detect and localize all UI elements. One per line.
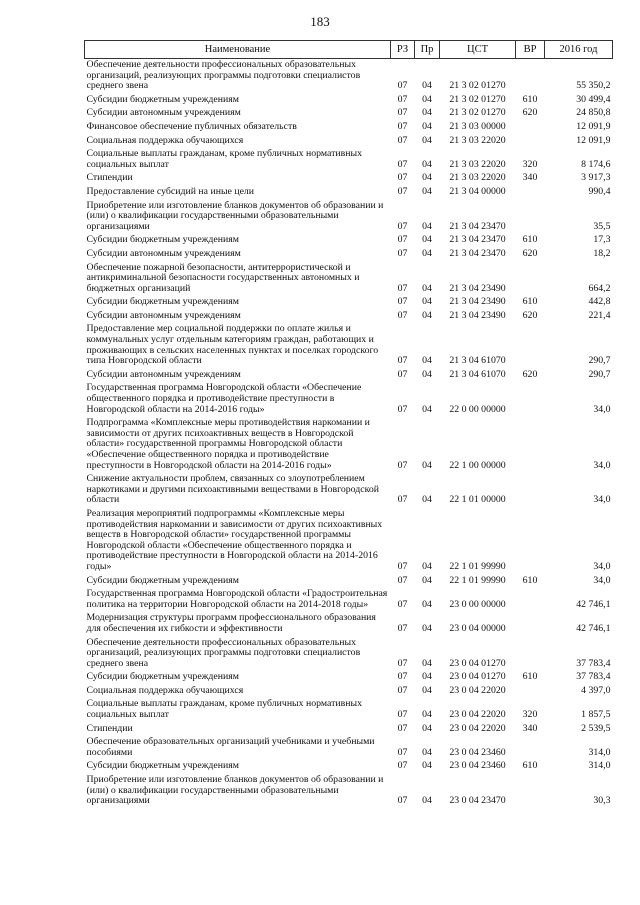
- header-2016: 2016 год: [545, 41, 613, 59]
- row-pr: 04: [422, 282, 432, 294]
- row-vr: [516, 262, 545, 297]
- table-row: [85, 612, 613, 636]
- row-rz: 07: [397, 107, 408, 119]
- row-vr: 620: [522, 368, 538, 380]
- row-vr: 340: [522, 722, 538, 734]
- table-row: [85, 774, 613, 809]
- row-amount: 8 174,6: [581, 158, 611, 170]
- row-amount: 12 091,9: [576, 134, 611, 146]
- row-vr: 610: [522, 760, 538, 772]
- row-cst: 21 3 03 22020: [449, 134, 506, 146]
- table-row: [85, 637, 613, 672]
- row-amount: 34,0: [593, 459, 611, 471]
- row-rz: 07: [397, 657, 408, 669]
- row-name: Субсидии бюджетным учреждениям: [86, 93, 239, 105]
- row-pr: 04: [422, 574, 432, 586]
- table-row: [85, 588, 613, 612]
- row-vr: 610: [522, 93, 538, 105]
- row-rz: 07: [397, 309, 408, 321]
- row-vr: 620: [522, 309, 538, 321]
- row-vr: [516, 736, 545, 760]
- row-cst: 23 0 04 23460: [449, 760, 506, 772]
- row-amount: 34,0: [593, 560, 611, 572]
- row-cst: 22 0 00 00000: [449, 403, 506, 415]
- row-name: Обеспечение образовательных организаций учебниками и учебными пособиями: [86, 736, 375, 758]
- row-pr: 04: [422, 120, 432, 132]
- row-name: Приобретение или изготовление бланков документов об образовании и (или) о квалификации государственными образовательными организациями: [86, 199, 384, 232]
- row-pr: 04: [422, 560, 432, 572]
- row-amount: 34,0: [593, 494, 611, 506]
- row-amount: 990,4: [588, 185, 611, 197]
- row-amount: 17,3: [593, 234, 611, 246]
- row-amount: 4 397,0: [581, 684, 611, 696]
- table-row: [85, 473, 613, 508]
- row-amount: 314,0: [588, 760, 611, 772]
- table-header: [85, 41, 613, 59]
- row-pr: 04: [422, 722, 432, 734]
- row-rz: 07: [397, 158, 408, 170]
- row-amount: 290,7: [588, 368, 611, 380]
- row-name: Обеспечение деятельности профессиональных образовательных организаций, реализующих программы подготовки специалистов среднего звена: [86, 636, 361, 669]
- row-pr: 04: [422, 80, 432, 92]
- row-name: Социальная поддержка обучающихся: [86, 134, 244, 146]
- row-name: Социальные выплаты гражданам, кроме публичных нормативных социальных выплат: [86, 148, 362, 170]
- row-rz: 07: [397, 671, 408, 683]
- table-row: [85, 262, 613, 297]
- row-amount: 34,0: [593, 403, 611, 415]
- row-name: Социальные выплаты гражданам, кроме публичных нормативных социальных выплат: [86, 698, 362, 721]
- table-row: [85, 310, 613, 324]
- row-cst: 21 3 02 01270: [449, 107, 506, 119]
- table-row: [85, 575, 613, 589]
- row-name: Стипендии: [86, 172, 133, 184]
- table-row: [85, 508, 613, 575]
- row-vr: 610: [522, 234, 538, 246]
- row-rz: 07: [397, 368, 408, 380]
- table-body: [85, 59, 613, 809]
- row-name: Стипендии: [86, 722, 133, 734]
- row-amount: 42 746,1: [576, 598, 611, 610]
- row-cst: 23 0 04 22020: [449, 722, 506, 734]
- row-name: Субсидии бюджетным учреждениям: [86, 574, 239, 586]
- row-amount: 314,0: [588, 746, 611, 758]
- row-vr: 620: [522, 107, 538, 119]
- page-number: 183: [310, 14, 330, 29]
- row-name: Социальная поддержка обучающихся: [86, 684, 244, 696]
- row-cst: 22 1 01 99990: [449, 574, 506, 586]
- table-row: [85, 382, 613, 417]
- row-pr: 04: [422, 247, 432, 259]
- row-pr: 04: [422, 671, 432, 683]
- row-vr: [516, 612, 545, 636]
- row-name: Предоставление субсидий на иные цели: [86, 185, 255, 197]
- row-rz: 07: [397, 403, 408, 415]
- row-amount: 30 499,4: [576, 93, 611, 105]
- row-cst: 22 1 01 00000: [449, 494, 506, 506]
- row-vr: 320: [522, 158, 538, 170]
- row-vr: [516, 774, 545, 809]
- row-rz: 07: [397, 722, 408, 734]
- row-rz: 07: [397, 185, 408, 197]
- row-rz: 07: [397, 355, 408, 367]
- row-pr: 04: [422, 709, 432, 721]
- row-amount: 55 350,2: [576, 80, 611, 92]
- row-pr: 04: [422, 309, 432, 321]
- row-name: Подпрограмма «Комплексные меры противодействия наркомании и зависимости от других психоактивных веществ в Новгородской области» государственной программы Новгородской области «Обеспечение общественного порядка и противодействие преступности в Новгородской области на 2014-2016 годы»: [86, 417, 370, 471]
- table-row: [85, 323, 613, 368]
- row-cst: 21 3 04 61070: [449, 368, 506, 380]
- row-name: Предоставление мер социальной поддержки по оплате жилья и коммунальных услуг отдельным категориям граждан, работающих и проживающих в сельских населенных пунктах и поселках городского типа Новгородской области: [86, 323, 379, 367]
- row-pr: 04: [422, 657, 432, 669]
- header-vr: ВР: [516, 41, 545, 59]
- row-cst: 21 3 04 23490: [449, 282, 506, 294]
- header-pr: Пр: [415, 41, 440, 59]
- row-vr: [516, 637, 545, 672]
- row-rz: 07: [397, 120, 408, 132]
- row-pr: 04: [422, 185, 432, 197]
- row-cst: 23 0 04 01270: [449, 671, 506, 683]
- row-pr: 04: [422, 622, 432, 634]
- row-rz: 07: [397, 709, 408, 721]
- table-row: [85, 107, 613, 121]
- row-rz: 07: [397, 296, 408, 308]
- row-name: Субсидии автономным учреждениям: [86, 309, 241, 321]
- row-rz: 07: [397, 282, 408, 294]
- header-cst: ЦСТ: [440, 41, 516, 59]
- table-row: [85, 186, 613, 200]
- row-cst: 21 3 03 22020: [449, 172, 506, 184]
- row-pr: 04: [422, 746, 432, 758]
- row-pr: 04: [422, 134, 432, 146]
- row-cst: 23 0 00 00000: [449, 598, 506, 610]
- row-cst: 21 3 04 23470: [449, 234, 506, 246]
- table-row: [85, 148, 613, 172]
- table-row: [85, 135, 613, 149]
- row-pr: 04: [422, 172, 432, 184]
- row-cst: 21 3 04 23490: [449, 296, 506, 308]
- row-vr: [516, 323, 545, 368]
- row-pr: 04: [422, 296, 432, 308]
- table-row: [85, 671, 613, 685]
- header-name: Наименование: [85, 41, 391, 59]
- row-name: Реализация мероприятий подпрограммы «Комплексные меры противодействия наркомании и зависимости от других психоактивных веществ в Новгородской области» государственной программы Новгородской области «Обеспечение общественного порядка и противодействие преступности в Новгородской области на 2014-2016 годы»: [86, 507, 383, 572]
- row-amount: 35,5: [593, 220, 611, 232]
- row-name: Обеспечение деятельности профессиональных образовательных организаций, реализующих программы подготовки специалистов среднего звена: [86, 59, 361, 92]
- table-row: [85, 369, 613, 383]
- row-pr: 04: [422, 760, 432, 772]
- row-rz: 07: [397, 494, 408, 506]
- row-vr: 320: [522, 709, 538, 721]
- row-cst: 21 3 04 23470: [449, 220, 506, 232]
- row-rz: 07: [397, 80, 408, 92]
- row-amount: 2 539,5: [581, 722, 611, 734]
- row-cst: 23 0 04 01270: [449, 657, 506, 669]
- row-rz: 07: [397, 598, 408, 610]
- row-amount: 37 783,4: [576, 671, 611, 683]
- row-pr: 04: [422, 158, 432, 170]
- row-name: Субсидии автономным учреждениям: [86, 368, 241, 380]
- row-cst: 23 0 04 23460: [449, 746, 506, 758]
- table-row: [85, 723, 613, 737]
- row-rz: 07: [397, 172, 408, 184]
- row-vr: 620: [522, 247, 538, 259]
- row-name: Субсидии автономным учреждениям: [86, 107, 241, 119]
- row-name: Субсидии автономным учреждениям: [86, 247, 241, 259]
- row-amount: 442,8: [588, 296, 611, 308]
- row-vr: [516, 186, 545, 200]
- row-pr: 04: [422, 355, 432, 367]
- row-rz: 07: [397, 574, 408, 586]
- row-cst: 23 0 04 22020: [449, 684, 506, 696]
- table-row: [85, 121, 613, 135]
- row-rz: 07: [397, 622, 408, 634]
- row-cst: 21 3 04 23490: [449, 309, 506, 321]
- header-rz: РЗ: [391, 41, 415, 59]
- row-cst: 21 3 04 61070: [449, 355, 506, 367]
- row-name: Модернизация структуры программ профессионального образования для обеспечения их гибкости и эффективности: [86, 612, 376, 634]
- row-vr: [516, 417, 545, 473]
- row-pr: 04: [422, 234, 432, 246]
- row-vr: 340: [522, 172, 538, 184]
- row-rz: 07: [397, 247, 408, 259]
- row-cst: 21 3 04 23470: [449, 247, 506, 259]
- row-amount: 12 091,9: [576, 120, 611, 132]
- row-cst: 23 0 04 23470: [449, 795, 506, 807]
- table-row: [85, 760, 613, 774]
- row-cst: 21 3 03 00000: [449, 120, 506, 132]
- row-pr: 04: [422, 459, 432, 471]
- row-pr: 04: [422, 220, 432, 232]
- row-name: Приобретение или изготовление бланков документов об образовании и (или) о квалификации государственными образовательными организациями: [86, 774, 384, 807]
- row-vr: [516, 382, 545, 417]
- row-rz: 07: [397, 684, 408, 696]
- row-rz: 07: [397, 746, 408, 758]
- row-pr: 04: [422, 368, 432, 380]
- row-amount: 24 850,8: [576, 107, 611, 119]
- row-pr: 04: [422, 494, 432, 506]
- row-rz: 07: [397, 795, 408, 807]
- row-name: Субсидии бюджетным учреждениям: [86, 296, 239, 308]
- row-rz: 07: [397, 93, 408, 105]
- row-pr: 04: [422, 795, 432, 807]
- row-name: Обеспечение пожарной безопасности, антитеррористической и антикриминальной безопасности государственных автономных и бюджетных организаций: [86, 261, 360, 294]
- row-vr: [516, 200, 545, 235]
- row-rz: 07: [397, 220, 408, 232]
- row-amount: 664,2: [588, 282, 611, 294]
- row-pr: 04: [422, 107, 432, 119]
- row-amount: 290,7: [588, 355, 611, 367]
- row-amount: 34,0: [593, 574, 611, 586]
- row-vr: [516, 135, 545, 149]
- row-vr: [516, 588, 545, 612]
- row-vr: 610: [522, 296, 538, 308]
- row-amount: 3 917,3: [581, 172, 611, 184]
- budget-table: [84, 40, 613, 809]
- row-cst: 21 3 03 22020: [449, 158, 506, 170]
- row-name: Субсидии бюджетным учреждениям: [86, 234, 239, 246]
- row-vr: [516, 473, 545, 508]
- row-rz: 07: [397, 234, 408, 246]
- row-rz: 07: [397, 134, 408, 146]
- row-cst: 23 0 04 00000: [449, 622, 506, 634]
- row-name: Субсидии бюджетным учреждениям: [86, 760, 239, 772]
- row-name: Государственная программа Новгородской области «Обеспечение общественного порядка и противодействие преступности в Новгородской области на 2014-2016 годы»: [86, 382, 362, 415]
- row-amount: 1 857,5: [581, 709, 611, 721]
- row-vr: [516, 508, 545, 575]
- row-vr: [516, 685, 545, 699]
- row-name: Государственная программа Новгородской области «Градостроительная политика на территории Новгородской области на 2014-2018 годы»: [86, 588, 388, 610]
- row-amount: 37 783,4: [576, 657, 611, 669]
- row-amount: 30,3: [593, 795, 611, 807]
- row-cst: 21 3 02 01270: [449, 93, 506, 105]
- table-row: [85, 200, 613, 235]
- table-row: [85, 698, 613, 722]
- row-cst: 22 1 00 00000: [449, 459, 506, 471]
- table-row: [85, 685, 613, 699]
- table-row: [85, 59, 613, 94]
- row-amount: 221,4: [588, 309, 611, 321]
- row-vr: 610: [522, 574, 538, 586]
- row-amount: 18,2: [593, 247, 611, 259]
- row-pr: 04: [422, 598, 432, 610]
- row-vr: [516, 121, 545, 135]
- row-cst: 22 1 01 99990: [449, 560, 506, 572]
- row-rz: 07: [397, 459, 408, 471]
- row-cst: 21 3 04 00000: [449, 185, 506, 197]
- row-rz: 07: [397, 760, 408, 772]
- row-name: Снижение актуальности проблем, связанных со злоупотреблением наркотиками и другими психоактивными веществами в Новгородской области: [86, 473, 380, 506]
- row-rz: 07: [397, 560, 408, 572]
- row-name: Финансовое обеспечение публичных обязательств: [86, 120, 297, 132]
- row-cst: 21 3 02 01270: [449, 80, 506, 92]
- table-row: [85, 417, 613, 473]
- row-pr: 04: [422, 403, 432, 415]
- table-row: [85, 234, 613, 248]
- table-row: [85, 248, 613, 262]
- row-vr: 610: [522, 671, 538, 683]
- row-pr: 04: [422, 93, 432, 105]
- table-row: [85, 94, 613, 108]
- row-name: Субсидии бюджетным учреждениям: [86, 671, 239, 683]
- row-pr: 04: [422, 684, 432, 696]
- row-vr: [516, 59, 545, 94]
- table-row: [85, 296, 613, 310]
- row-cst: 23 0 04 22020: [449, 709, 506, 721]
- table-row: [85, 172, 613, 186]
- table-row: [85, 736, 613, 760]
- row-amount: 42 746,1: [576, 622, 611, 634]
